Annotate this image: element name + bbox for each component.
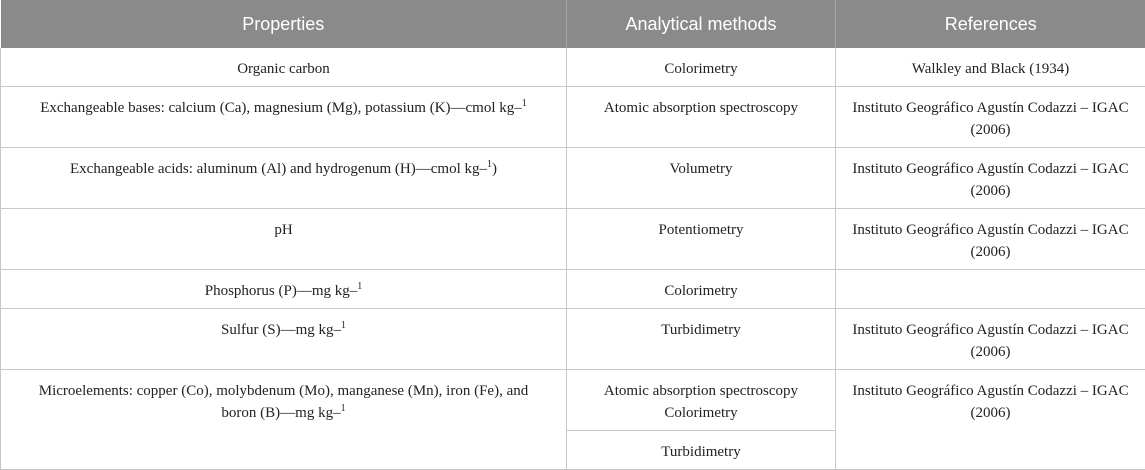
reference-line: Instituto Geográfico Agustín Codazzi – IGAC [844, 219, 1137, 241]
property-cell [1, 370, 567, 470]
header-properties: Properties [1, 0, 567, 48]
method-cell: Volumetry [567, 148, 836, 209]
table-row [1, 87, 1145, 148]
method-line: Colorimetry [575, 402, 827, 424]
property-cell [1, 148, 567, 209]
property-text: Phosphorus (P)—mg kg– [205, 283, 358, 299]
reference-line: Instituto Geográfico Agustín Codazzi – IGAC [844, 158, 1137, 180]
property-cell: pH [1, 209, 567, 270]
superscript: 1 [487, 159, 492, 170]
table-row [1, 270, 1145, 309]
property-cell: Organic carbon [1, 48, 567, 87]
method-cell: Turbidimetry [567, 309, 836, 370]
table-row [1, 370, 1145, 431]
property-line: boron (B)—mg kg– [221, 405, 340, 421]
reference-line: Instituto Geográfico Agustín Codazzi – IGAC [844, 319, 1137, 341]
reference-line: (2006) [844, 180, 1137, 202]
property-line: Microelements: copper (Co), molybdenum (Mo), manganese (Mn), iron (Fe), and [9, 380, 558, 402]
superscript: 1 [357, 281, 362, 292]
method-cell: Colorimetry [567, 270, 836, 309]
property-cell [1, 270, 567, 309]
header-analytical-methods: Analytical methods [567, 0, 836, 48]
table-row [1, 309, 1145, 370]
property-text: Exchangeable bases: calcium (Ca), magnesium (Mg), potassium (K)—cmol kg– [40, 100, 522, 116]
superscript: 1 [341, 320, 346, 331]
table-body [1, 48, 1145, 470]
reference-line: (2006) [844, 341, 1137, 363]
header-row [1, 0, 1145, 48]
table-row [1, 148, 1145, 209]
reference-cell [836, 270, 1145, 309]
method-cell: Atomic absorption spectroscopy [567, 87, 836, 148]
table-header [1, 0, 1145, 48]
reference-cell: Walkley and Black (1934) [836, 48, 1145, 87]
reference-line: Instituto Geográfico Agustín Codazzi – IGAC [844, 97, 1137, 119]
reference-line: (2006) [844, 119, 1137, 141]
method-line: Atomic absorption spectroscopy [575, 380, 827, 402]
superscript: 1 [341, 403, 346, 414]
method-cell [567, 370, 836, 431]
superscript: 1 [522, 98, 527, 109]
method-cell: Potentiometry [567, 209, 836, 270]
method-cell: Colorimetry [567, 48, 836, 87]
table-row [1, 209, 1145, 270]
property-cell [1, 87, 567, 148]
property-text-after: ) [492, 161, 497, 177]
reference-line: Instituto Geográfico Agustín Codazzi – IGAC [844, 380, 1137, 402]
reference-line: (2006) [844, 241, 1137, 263]
method-cell: Turbidimetry [567, 431, 836, 470]
reference-cell [836, 148, 1145, 209]
property-text: Sulfur (S)—mg kg– [221, 322, 341, 338]
property-cell [1, 309, 567, 370]
header-references: References [836, 0, 1145, 48]
reference-cell [836, 87, 1145, 148]
reference-cell [836, 209, 1145, 270]
reference-line: (2006) [844, 402, 1137, 424]
reference-cell [836, 370, 1145, 470]
reference-cell [836, 309, 1145, 370]
table-row [1, 48, 1145, 87]
property-text: Exchangeable acids: aluminum (Al) and hydrogenum (H)—cmol kg– [70, 161, 487, 177]
